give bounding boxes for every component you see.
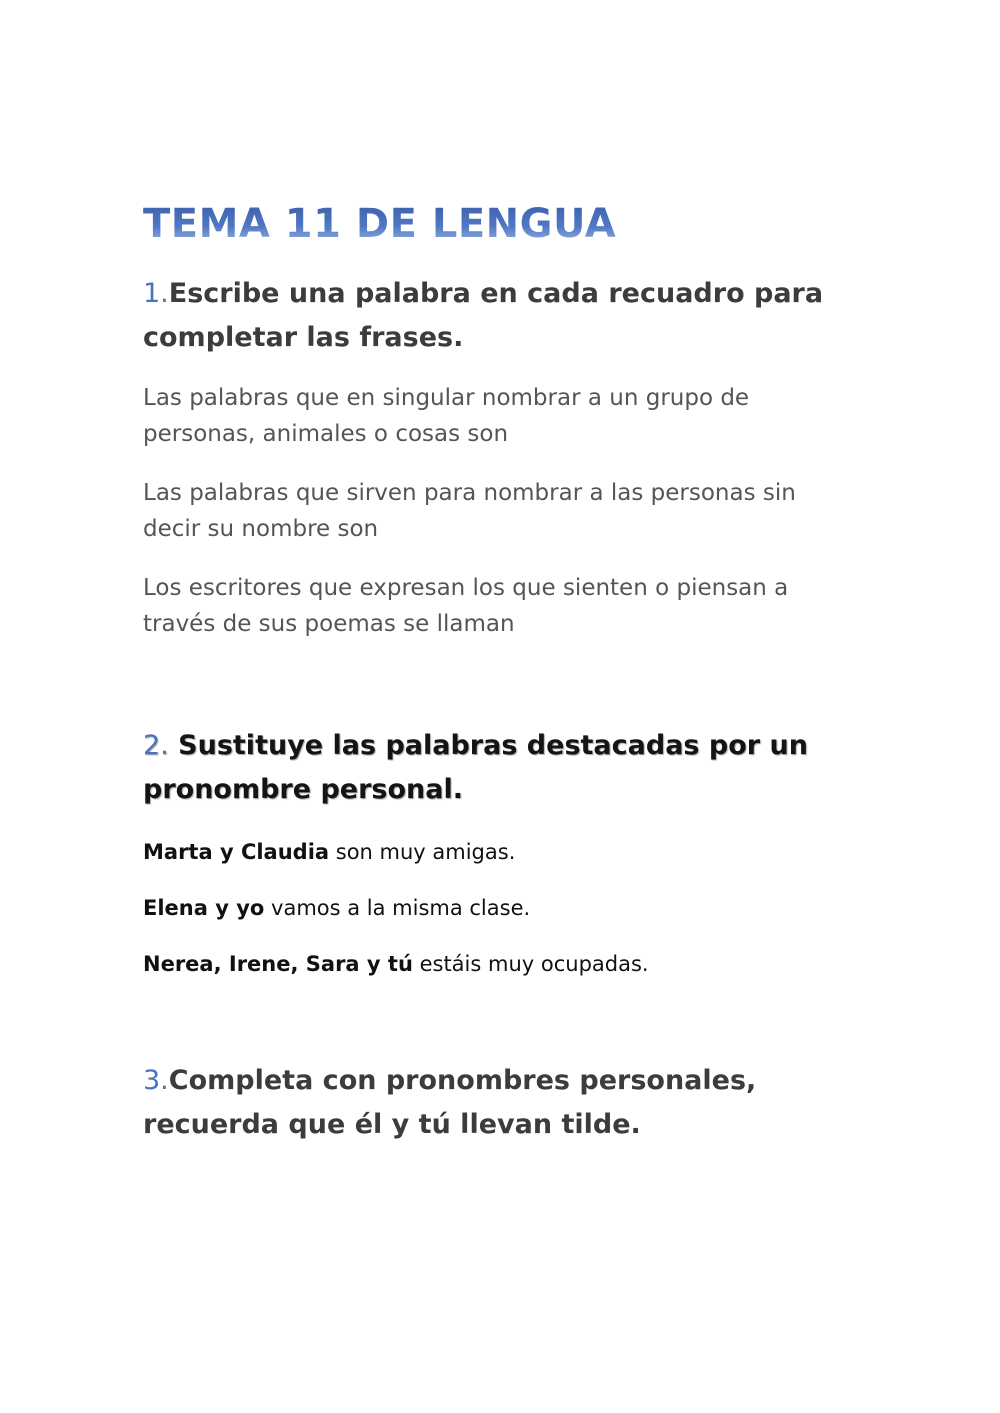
highlighted-words: Nerea, Irene, Sara y tú — [143, 952, 413, 976]
question-2-sentence-3 — [143, 948, 863, 980]
question-2-heading — [143, 724, 873, 812]
question-2-text: Sustituye las palabras destacadas por un pronombre personal. — [143, 730, 808, 805]
sentence-rest: estáis muy ocupadas. — [412, 952, 649, 976]
document-title: TEMA 11 DE LENGUA — [143, 201, 617, 247]
question-1-number: 1. — [143, 278, 169, 309]
question-1-item-1: Las palabras que en singular nombrar a un grupo de personas, animales o cosas son — [143, 385, 750, 447]
question-3-number: 3. — [143, 1065, 169, 1096]
question-1-text: Escribe una palabra en cada recuadro para completar las frases. — [143, 278, 824, 353]
question-3-text: Completa con pronombres personales, recuerda que él y tú llevan tilde. — [143, 1065, 757, 1140]
question-2-sentence-2 — [143, 892, 863, 924]
question-1-item-3: Los escritores que expresan los que sienten o piensan a través de sus poemas se llaman — [143, 575, 789, 637]
question-1-heading — [143, 272, 873, 360]
sentence-rest: vamos a la misma clase. — [264, 896, 531, 920]
highlighted-words: Elena y yo — [143, 896, 265, 920]
question-3-heading — [143, 1059, 873, 1147]
sentence-rest: son muy amigas. — [329, 840, 516, 864]
question-1-item-2: Las palabras que sirven para nombrar a las personas sin decir su nombre son — [143, 480, 796, 542]
question-2-number: 2. — [143, 730, 169, 761]
highlighted-words: Marta y Claudia — [143, 840, 330, 864]
question-2-sentence-1 — [143, 836, 863, 868]
